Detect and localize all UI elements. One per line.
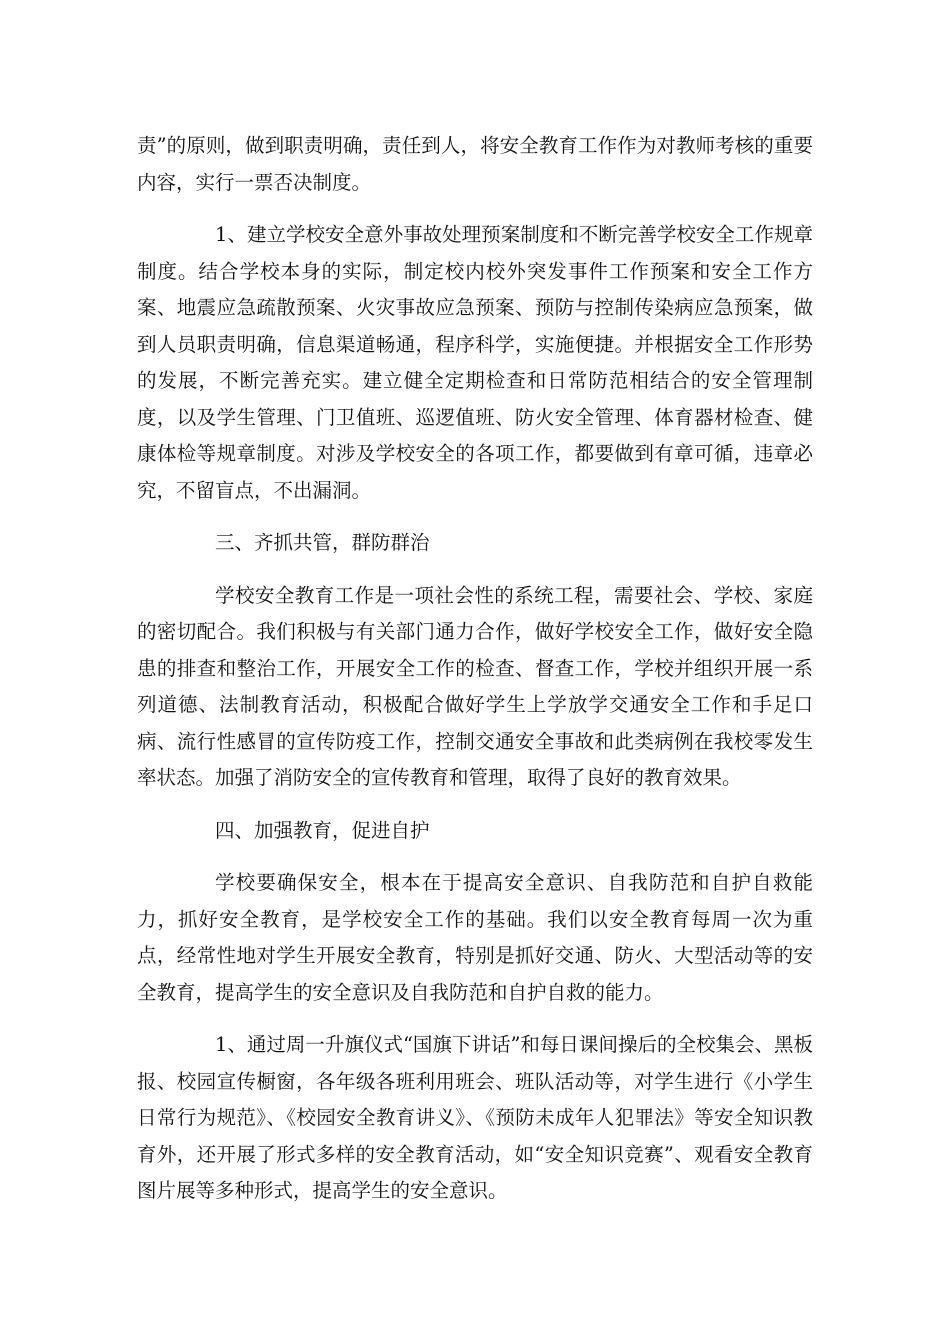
paragraph-education-activities: 1、通过周一升旗仪式“国旗下讲话”和每日课间操后的全校集会、黑板报、校园宣传橱窗，各年级各班利用班会、班队活动等，对学生进行《小学生日常行为规范》、《校园安全教育讲义》、《预防未成年人犯罪法》等安全知识教育外，还开展了形式多样的安全教育活动，如“安全知识竞赛”、观看安全教育图片展等多种形式，提高学生的安全意识。 <box>137 1033 813 1202</box>
document-body <box>137 128 813 1226</box>
section-heading-education: 四、加强教育，促进自护 <box>215 818 430 842</box>
paragraph-safety-awareness: 学校要确保安全，根本在于提高安全意识、自我防范和自护自救能力，抓好安全教育，是学校安全工作的基础。我们以安全教育每周一次为重点，经常性地对学生开展安全教育，特别是抓好交通、防火、大型活动等的安全教育，提高学生的安全意识及自我防范和自护自救的能力。 <box>137 871 813 1004</box>
paragraph-responsibility-principle: 责”的原则，做到职责明确，责任到人，将安全教育工作作为对教师考核的重要内容，实行一票否决制度。 <box>137 134 813 194</box>
section-heading-joint-management: 三、齐抓共管，群防群治 <box>215 531 430 554</box>
paragraph-safety-plans: 1、建立学校安全意外事故处理预案制度和不断完善学校安全工作规章制度。结合学校本身的实际，制定校内校外突发事件工作预案和安全工作方案、地震应急疏散预案、火灾事故应急预案、预防与控制传染病应急预案，做到人员职责明确，信息渠道畅通，程序科学，实施便捷。并根据安全工作形势的发展，不断完善充实。建立健全定期检查和日常防范相结合的安全管理制度，以及学生管理、门卫值班、巡逻值班、防火安全管理、体育器材检查、健康体检等规章制度。对涉及学校安全的各项工作，都要做到有章可循，违章必究，不留盲点，不出漏洞。 <box>137 223 813 502</box>
paragraph-social-cooperation: 学校安全教育工作是一项社会性的系统工程，需要社会、学校、家庭的密切配合。我们积极与有关部门通力合作，做好学校安全工作，做好安全隐患的排查和整治工作，开展安全工作的检查、督查工作，学校并组织开展一系列道德、法制教育活动，积极配合做好学生上学放学交通安全工作和手足口病、流行性感冒的宣传防疫工作，控制交通安全事故和此类病例在我校零发生率状态。加强了消防安全的宣传教育和管理，取得了良好的教育效果。 <box>137 583 813 789</box>
